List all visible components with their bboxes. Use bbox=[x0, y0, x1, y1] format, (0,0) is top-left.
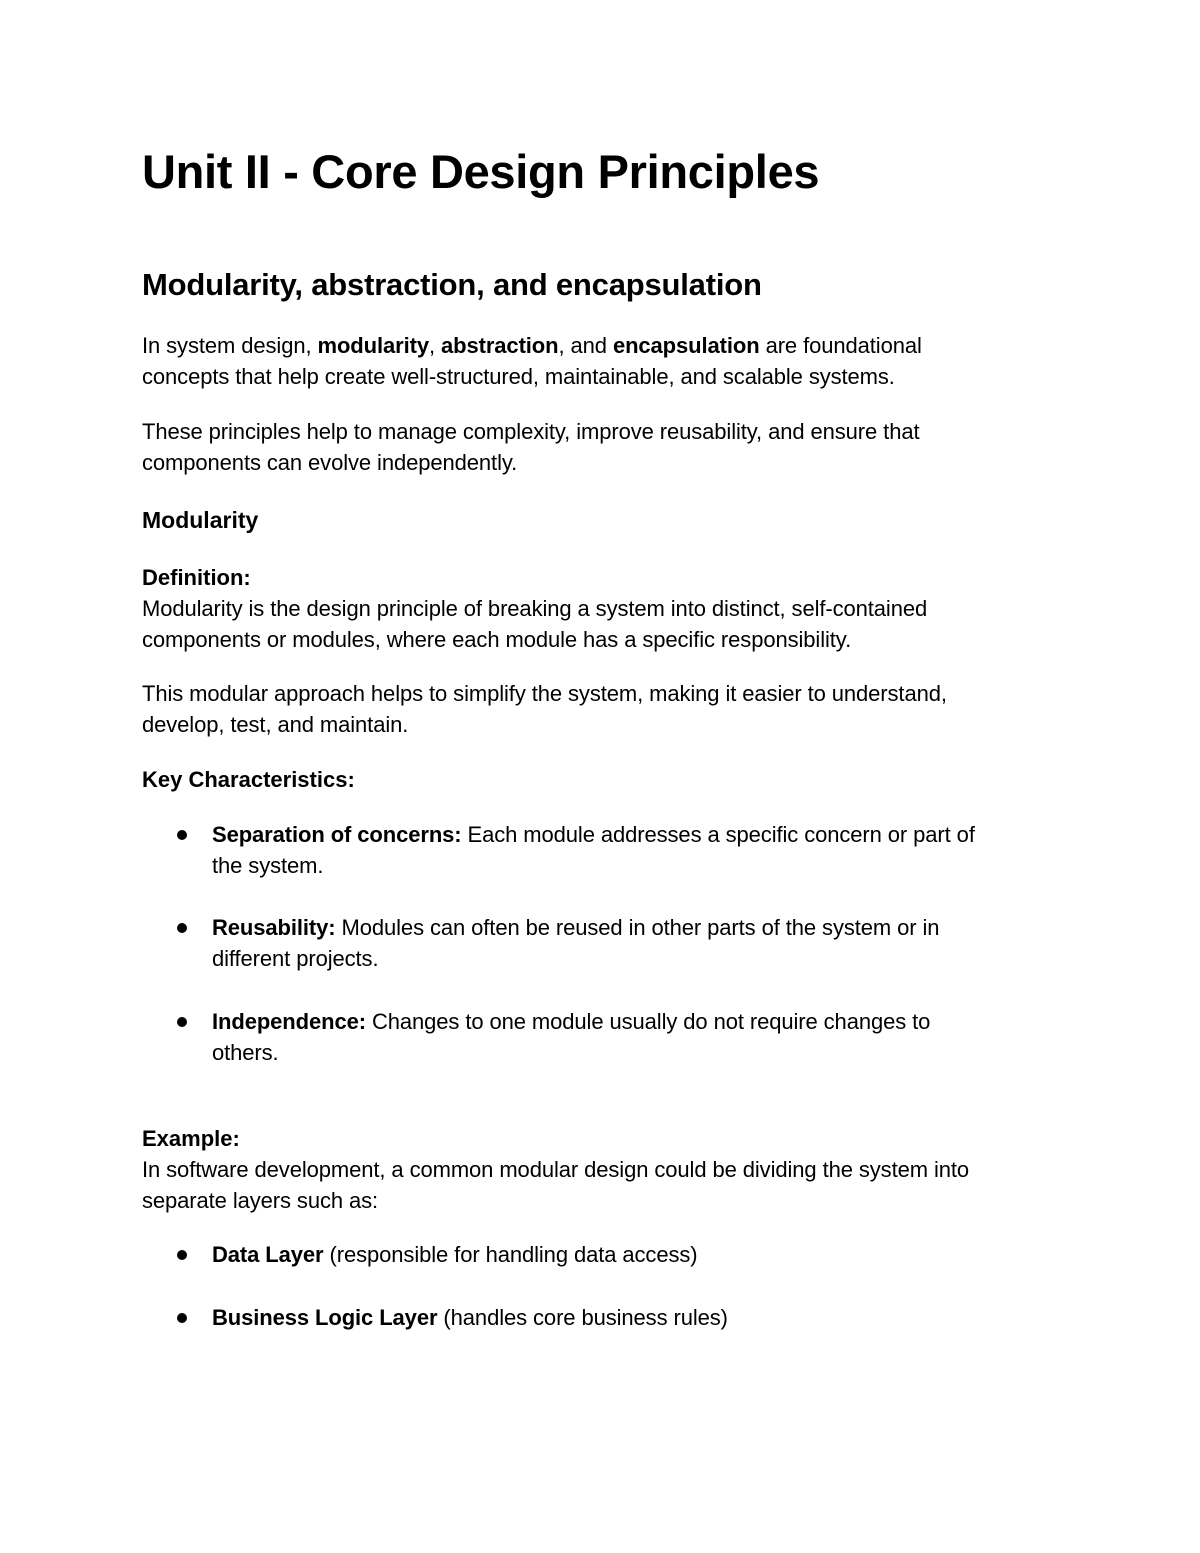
term-modularity: modularity bbox=[317, 333, 429, 358]
example-text: In software development, a common modular design could be dividing the system into separate layers such as: bbox=[142, 1157, 970, 1213]
example-label: Example: bbox=[142, 1126, 240, 1151]
list-item: Separation of concerns: Each module addresses a specific concern or part of the system. bbox=[212, 819, 1052, 881]
term-encapsulation: encapsulation bbox=[612, 333, 760, 358]
definition-label: Definition: bbox=[142, 565, 251, 590]
list-item: Business Logic Layer (handles core business rules) bbox=[212, 1302, 1052, 1333]
approach-paragraph: This modular approach helps to simplify the system, making it easier to understand, develop, test, and maintain. bbox=[142, 681, 947, 737]
definition-text: Modularity is the design principle of breaking a system into distinct, self-contained components or modules, where each module has a specific responsibility. bbox=[142, 596, 928, 652]
list-item: Independence: Changes to one module usually do not require changes to others. bbox=[212, 1006, 1052, 1068]
bullet-icon bbox=[177, 1250, 187, 1260]
term-abstraction: abstraction bbox=[441, 333, 559, 358]
bullet-icon bbox=[177, 830, 187, 840]
list-item: Data Layer (responsible for handling data access) bbox=[212, 1239, 1052, 1270]
page-title: Unit II - Core Design Principles bbox=[142, 145, 820, 198]
intro-line-1: In system design, modularity, abstraction, and encapsulation are foundational bbox=[142, 333, 922, 358]
intro-paragraph bbox=[142, 330, 922, 392]
bullet-icon bbox=[177, 923, 187, 933]
section-heading: Modularity, abstraction, and encapsulation bbox=[142, 267, 762, 302]
bullet-icon bbox=[177, 1017, 187, 1027]
principles-paragraph: These principles help to manage complexity, improve reusability, and ensure that components can evolve independently. bbox=[142, 419, 920, 475]
bullet-icon bbox=[177, 1313, 187, 1323]
intro-line-2: concepts that help create well-structured, maintainable, and scalable systems. bbox=[142, 364, 895, 389]
list-item: Reusability: Modules can often be reused in other parts of the system or in different projects. bbox=[212, 912, 1052, 974]
key-characteristics-label: Key Characteristics: bbox=[142, 767, 355, 792]
modularity-heading: Modularity bbox=[142, 507, 259, 533]
